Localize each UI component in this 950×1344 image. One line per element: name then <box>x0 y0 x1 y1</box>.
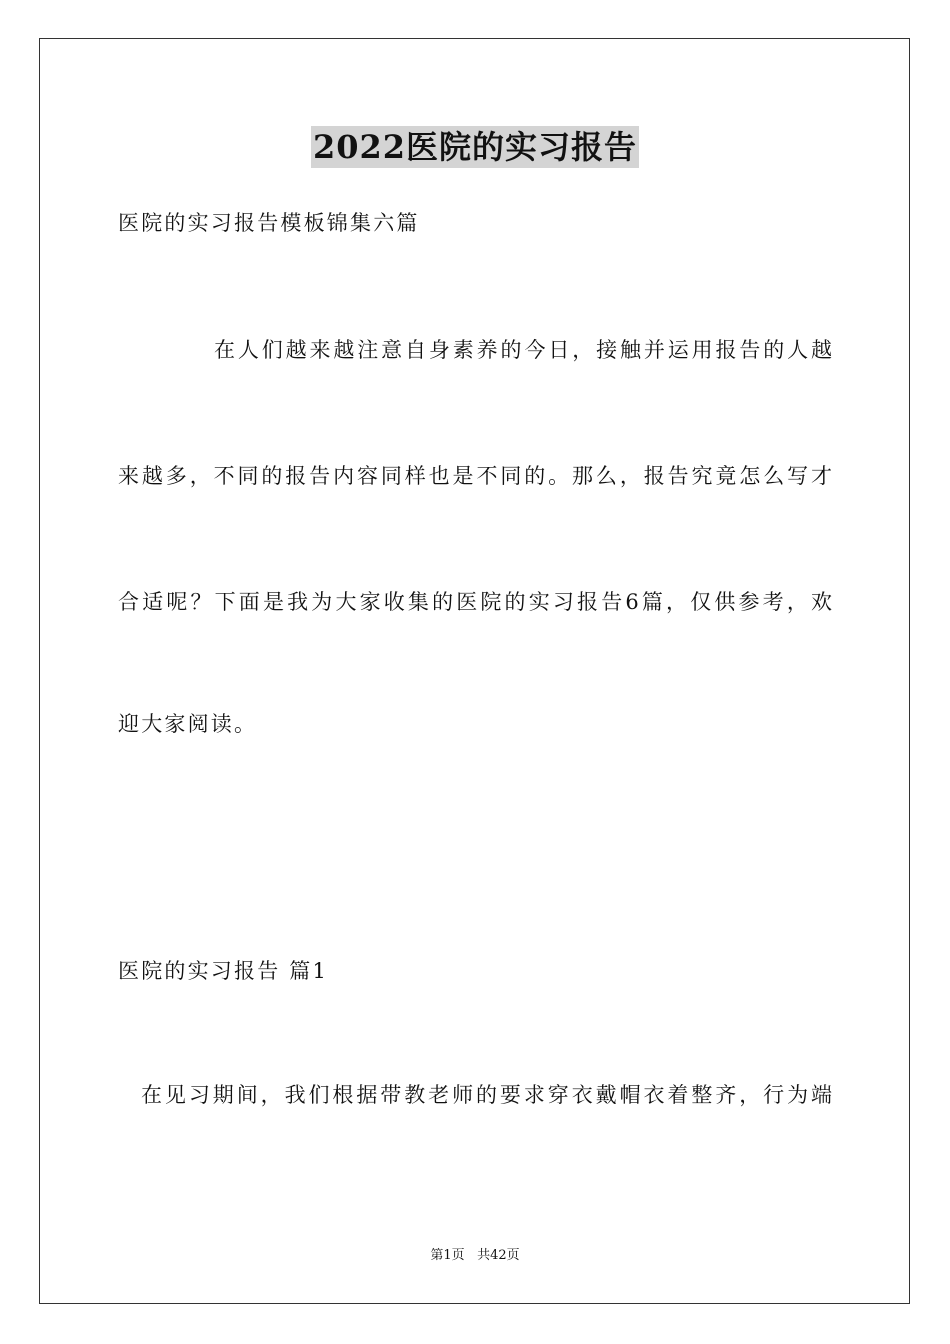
page-footer <box>0 1247 950 1265</box>
section-heading: 医院的实习报告 篇1 <box>118 959 329 983</box>
title-container <box>0 126 950 168</box>
intro-line-4: 迎大家阅读。 <box>118 712 258 736</box>
document-title: 2022医院的实习报告 <box>312 128 638 166</box>
intro-line-3: 合适呢？下面是我为大家收集的医院的实习报告6篇，仅供参考，欢 <box>118 590 832 614</box>
page-number: 第1页 <box>430 1248 465 1263</box>
page-total: 共42页 <box>477 1248 520 1263</box>
intro-line-1: 在人们越来越注意自身素养的今日，接触并运用报告的人越 <box>214 338 832 362</box>
section-first-line: 在见习期间，我们根据带教老师的要求穿衣戴帽衣着整齐，行为端 <box>141 1083 832 1107</box>
document-subtitle: 医院的实习报告模板锦集六篇 <box>118 211 420 235</box>
intro-line-2: 来越多，不同的报告内容同样也是不同的。那么，报告究竟怎么写才 <box>118 464 832 488</box>
